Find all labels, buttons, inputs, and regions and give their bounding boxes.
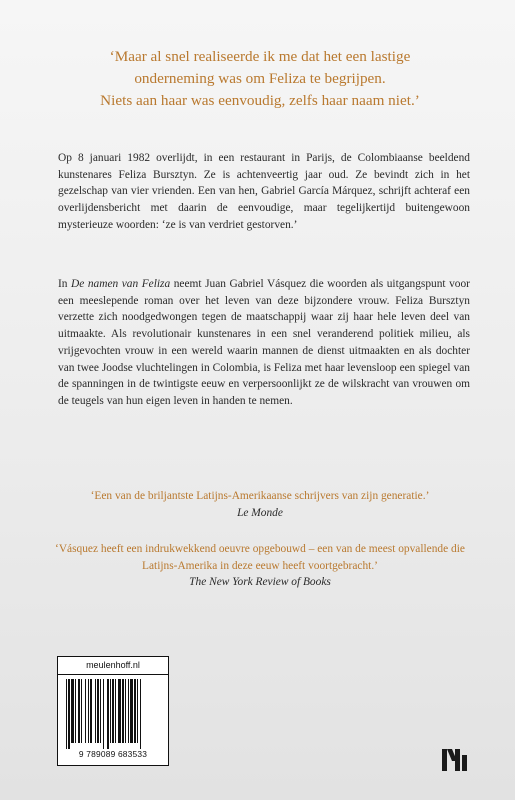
review-quote-1 (40, 488, 480, 521)
review-source: The New York Review of Books (189, 576, 331, 589)
blurb-text: Op 8 januari 1982 overlijdt, in een restaurant in Parijs, de Colombiaanse beeldend kunstenares Feliza Bursztyn. Ze is achtenveertig jaar oud. Ze bevindt zich in het gezelschap van vier vrienden. Een van hen, Gabriel García Márquez, schrijft achteraf een overlijdensbericht met daarin de eenvoudige, maar tegelijkertijd buitengewoon mysterieuze woorden: ‘ze is van verdriet gestorven.’ (58, 152, 470, 231)
barcode-icon (64, 679, 162, 749)
pull-quote-line: onderneming was om Feliza te begrijpen. (134, 70, 386, 87)
review-quote-2 (40, 541, 480, 591)
blurb-paragraph-1 (58, 150, 470, 234)
isbn-number: 9 789089 683533 (78, 749, 148, 759)
publisher-logo-icon (440, 747, 470, 773)
pull-quote-line: Niets aan haar was eenvoudig, zelfs haar naam niet.’ (100, 92, 420, 109)
barcode-block (57, 656, 169, 766)
blurb-text (58, 276, 470, 410)
review-text: ‘Vásquez heeft een indrukwekkend oeuvre opgebouwd – een van de meest opvallende die Latijns-Amerika in deze eeuw heeft voortgebracht.’ (55, 543, 465, 572)
blurb-rest: neemt Juan Gabriel Vásquez die woorden als uitgangspunt voor een meeslepende roman over het leven van deze bijzondere vrouw. Feliza Bursztyn verzette zich noodgedwongen tegen de maatschappij waar zij haar hele leven deel van uitmaakte. Als revolutionair kunstenares in een snel veranderend politiek milieu, als vrijgevochten vrouw in een wereld waarin mannen de dienst uitmaakten en als dochter van twee Joodse vluchtelingen in Colombia, is Feliza met haar levensloop een spiegel van de spanningen in de twintigste eeuw en verpersoonlijkt ze de wilskracht van vrouwen om de teugels van hun eigen leven in handen te nemen. (58, 278, 470, 407)
blurb-prefix: In (58, 278, 72, 290)
review-text: ‘Een van de briljantste Latijns-Amerikaanse schrijvers van zijn generatie.’ (90, 490, 430, 502)
review-source: Le Monde (237, 506, 283, 519)
book-title: De namen van Feliza (71, 278, 171, 290)
publisher-url: meulenhoff.nl (58, 657, 168, 675)
blurb-paragraph-2 (58, 276, 470, 410)
pull-quote (40, 46, 480, 112)
pull-quote-line: ‘Maar al snel realiseerde ik me dat het een lastige (109, 48, 411, 65)
